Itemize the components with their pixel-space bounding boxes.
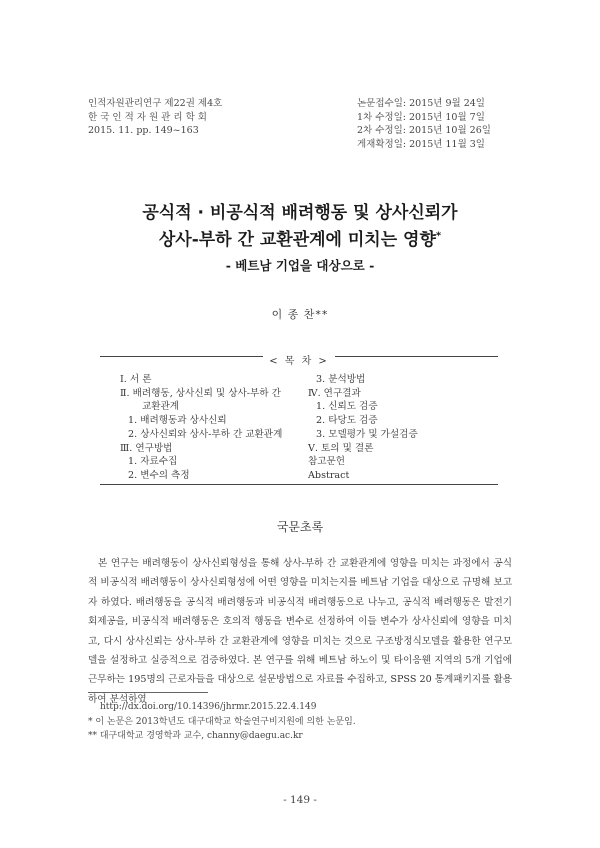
footnote-funding: * 이 논문은 2013학년도 대구대학교 학술연구비지원에 의한 논문임. (88, 716, 356, 727)
toc-item: 2. 변수의 측정 (128, 469, 190, 481)
abstract-heading: 국문초록 (276, 520, 324, 534)
journal-header-left (88, 97, 222, 138)
page-number: - 149 - (283, 794, 317, 806)
toc-item: Ⅲ. 연구방법 (120, 442, 173, 454)
abstract-body: 본 연구는 배려행동이 상사신뢰형성을 통해 상사-부하 간 교환관계에 영향을 미치는 과정에서 공식적 비공식적 배려행동이 상사신뢰형성에 어떤 영향을 미치는지를 베트남 기업을 대상으로 규명해 보고자 하였다. 배려행동을 공식적 배려행동과 비공식적 배려행동으로 나누고, 공식적 배려행동은 발전기회제공을, 비공식적 배려행동은 호의적 행동을 변수로 선정하여 이들 변수가 상사신뢰에 영향을 미치고, 다시 상사신뢰는 상사-부하 간 교환관계에 영향을 미치는 것으로 구조방정식모델을 활용한 연구모델을 설정하고 실증적으로 검증하였다. 본 연구를 위해 베트남 하노이 및 타이응웬 지역의 5개 기업에 근무하는 195명의 근로자들을 대상으로 설문방법으로 자료를 수집하고, SPSS 20 통계패키지를 활용하여 분석하였 (88, 558, 512, 705)
toc-item: 2. 상사신뢰와 상사-부하 간 교환관계 (128, 428, 283, 440)
toc-item: Ⅴ. 토의 및 결론 (308, 442, 374, 454)
table-of-contents (100, 356, 498, 485)
society-name: 한 국 인 적 자 원 관 리 학 회 (88, 111, 207, 123)
journal-name: 인적자원관리연구 제22권 제4호 (88, 98, 223, 109)
footnote-author: ** 대구대학교 경영학과 교수, channy@daegu.ac.kr (88, 731, 303, 741)
toc-heading: < 목 차 > (263, 356, 335, 367)
toc-heading-wrap (100, 349, 498, 368)
received-date: 논문접수일: 2015년 9월 24일 (357, 98, 485, 109)
accepted-date: 게재확정일: 2015년 11월 3일 (357, 138, 485, 150)
toc-item: 1. 배려행동과 상사신뢰 (128, 415, 227, 427)
revision1-date: 1차 수정일: 2015년 10월 7일 (357, 111, 485, 123)
paper-subtitle: - 베트남 기업을 대상으로 - (225, 258, 375, 273)
revision2-date: 2차 수정일: 2015년 10월 26일 (357, 125, 491, 136)
paper-title-line2 (0, 225, 600, 250)
toc-item: 교환관계 (142, 401, 180, 413)
toc-item: Ⅳ. 연구결과 (308, 387, 361, 399)
toc-item: 참고문헌 (308, 456, 346, 468)
footnotes (88, 700, 356, 744)
toc-right-column (308, 373, 488, 483)
toc-item: 2. 타당도 검증 (316, 415, 378, 427)
toc-item: 3. 모델평가 및 가설검증 (316, 428, 418, 440)
toc-left-column (120, 373, 310, 483)
journal-header-right (357, 97, 491, 151)
footnote-divider (88, 692, 208, 693)
paper-title-line2-text: 상사-부하 간 교환관계에 미치는 영향 (158, 230, 436, 250)
toc-item: 1. 자료수집 (128, 456, 178, 468)
doi-link[interactable]: http://dx.doi.org/10.14396/jhrmr.2015.22.4.149 (100, 702, 317, 712)
toc-item: 3. 분석방법 (316, 374, 366, 385)
author-name: 이 종 찬** (271, 308, 329, 321)
paper-title-line1: 공식적 · 비공식적 배려행동 및 상사신뢰가 (142, 203, 458, 223)
toc-item: Ⅱ. 배려행동, 상사신뢰 및 상사-부하 간 (120, 387, 281, 399)
toc-item: Abstract (308, 469, 350, 481)
title-footnote-mark: * (435, 230, 442, 242)
toc-item: 1. 신뢰도 검증 (316, 401, 378, 413)
toc-item: Ⅰ. 서 론 (120, 374, 152, 385)
issue-pages: 2015. 11. pp. 149~163 (88, 125, 199, 136)
